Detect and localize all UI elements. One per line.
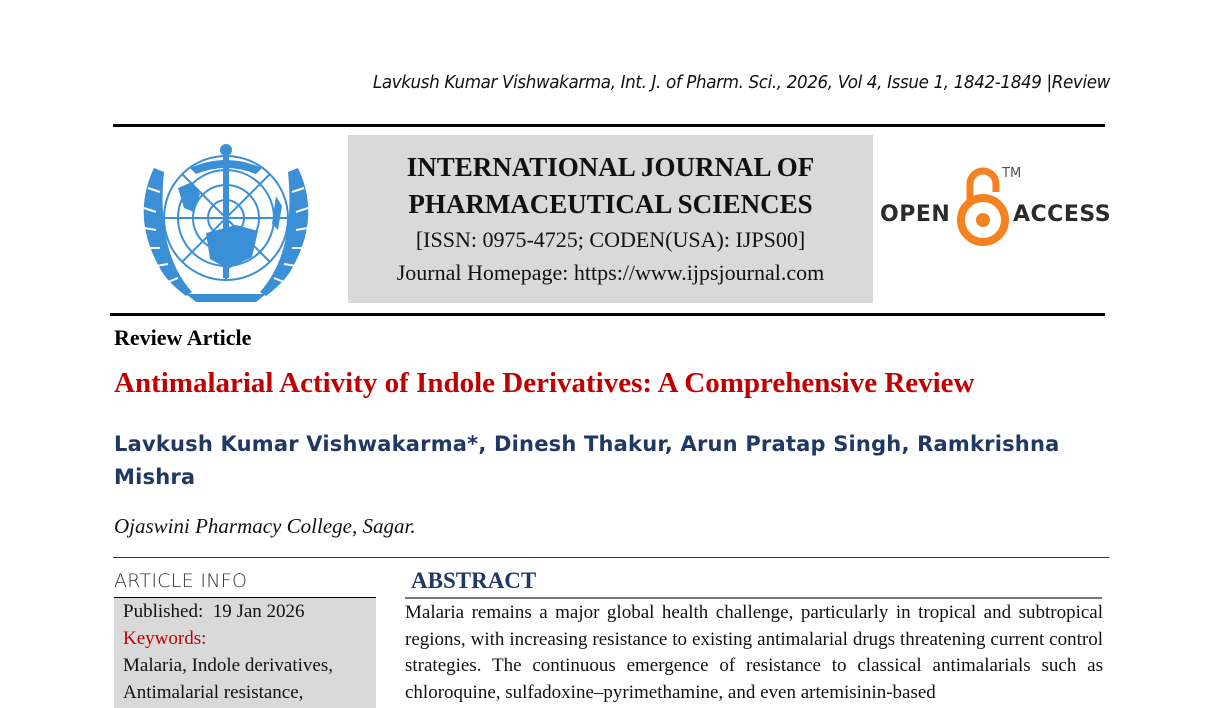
article-info-heading: ARTICLE INFO	[114, 570, 248, 592]
open-access-right-word: ACCESS	[1013, 202, 1112, 227]
author-list	[114, 428, 1114, 494]
article-info-box	[114, 597, 376, 708]
article-type-label: Review Article	[114, 325, 252, 350]
trademark-symbol: TM	[1002, 166, 1022, 181]
journal-title-line1: INTERNATIONAL JOURNAL OF	[406, 152, 815, 182]
header-rule-bottom	[110, 313, 1105, 316]
abstract-heading: ABSTRACT	[411, 568, 537, 593]
header-rule-top	[113, 124, 1105, 127]
published-label: Published:	[123, 601, 204, 622]
open-access-left-word: OPEN	[880, 202, 951, 227]
homepage-line: Journal Homepage: https://www.ijpsjournal.com	[396, 260, 825, 285]
open-access-logo	[880, 162, 1110, 252]
published-row	[123, 601, 305, 623]
issn-line: [ISSN: 0975-4725; CODEN(USA): IJPS00]	[415, 227, 806, 252]
article-title: Antimalarial Activity of Indole Derivatives: A Comprehensive Review	[114, 367, 975, 399]
section-separator	[113, 557, 1109, 558]
keywords-line-2: Antimalarial resistance,	[123, 682, 304, 703]
journal-masthead-box	[348, 135, 873, 303]
authors-line-1: Lavkush Kumar Vishwakarma*, Dinesh Thakur, Arun Pratap Singh, Ramkrishna	[114, 432, 1060, 456]
published-date: 19 Jan 2026	[212, 601, 305, 622]
authors-line-2: Mishra	[114, 465, 196, 489]
journal-title-line2: PHARMACEUTICAL SCIENCES	[408, 189, 813, 219]
abstract-heading-rule	[405, 597, 1102, 599]
affiliation: Ojaswini Pharmacy College, Sagar.	[114, 514, 416, 538]
abstract-text: Malaria remains a major global health challenge, particularly in tropical and subtropical regions, with increasing resistance to existing antimalarial drugs threatening current control strategies. The continuous emergence of resistance to classical antimalarials such as chloroquine, sulfadoxine–pyrimethamine, and even artemisinin-based	[405, 602, 1103, 703]
running-header: Lavkush Kumar Vishwakarma, Int. J. of Pharm. Sci., 2026, Vol 4, Issue 1, 1842-1849 |Review	[372, 72, 1110, 93]
un-emblem-icon	[126, 138, 326, 306]
keywords-line-1: Malaria, Indole derivatives,	[123, 655, 333, 676]
keywords-label: Keywords:	[123, 628, 207, 649]
